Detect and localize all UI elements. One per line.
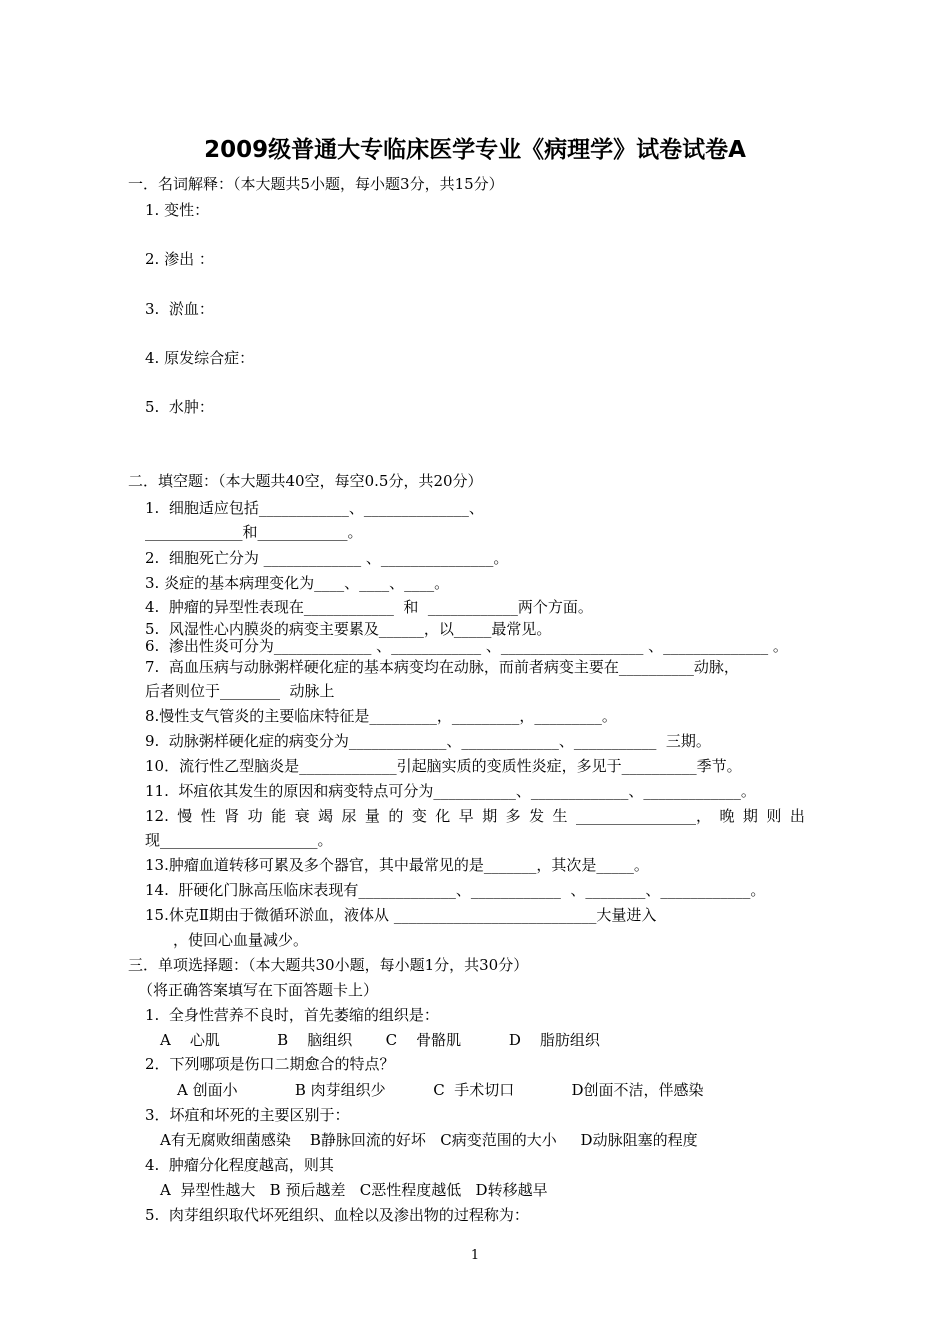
s3-q1: 1. 全身性营养不良时，首先萎缩的组织是：	[145, 1006, 439, 1024]
s2-q12-word: 慢	[177, 807, 193, 825]
page-number: 1	[470, 1248, 480, 1263]
s2-q12-word: 功	[247, 807, 263, 825]
s2-q12-word: 出	[789, 807, 805, 825]
s1-item-3: 3. 淤血：	[145, 300, 214, 318]
s3-q2-options: A 创面小 B 肉芽组织少 C 手术切口 D创面不洁，伴感染	[177, 1081, 704, 1099]
s2-q12-word: 变	[411, 807, 427, 825]
s2-q15-line1: 15.休克Ⅱ期由于微循环淤血，液体从 ___________________________大量进入	[145, 906, 657, 924]
s2-q12-line2: 现_____________________。	[145, 831, 333, 849]
s2-q13: 13.肿瘤血道转移可累及多个器官，其中最常见的是_______，其次是_____。	[145, 856, 649, 874]
s2-q12-word: 衰	[294, 807, 310, 825]
s2-q11: 11. 坏疽依其发生的原因和病变特点可分为___________、_____________、_____________。	[145, 782, 756, 800]
exam-title: 2009级普通大专临床医学专业《病理学》试卷试卷A	[204, 137, 746, 163]
s2-q15-line2: ，使回心血量减少。	[173, 931, 309, 949]
s2-q12-line1	[145, 806, 805, 826]
s2-q12-word: 肾	[224, 807, 240, 825]
s2-q12-word: 12.	[145, 807, 169, 825]
s1-item-1: 1. 变性：	[145, 201, 210, 219]
s2-q3: 3. 炎症的基本病理变化为____、____、____。	[145, 574, 450, 592]
s2-q10: 10．流行性乙型脑炎是_____________引起脑实质的变质性炎症，多见于__________季节。	[145, 757, 742, 775]
s2-q12-word: 化	[435, 807, 451, 825]
s2-q4: 4. 肿瘤的异型性表现在____________ 和 ____________两个方面。	[145, 598, 593, 616]
s2-q12-word: 尿	[341, 807, 357, 825]
s2-q1-line1: 1. 细胞适应包括____________、______________、	[145, 499, 484, 517]
s2-q12-word: 的	[388, 807, 404, 825]
s2-q9: 9. 动脉粥样硬化症的病变分为_____________、_____________、___________ 三期。	[145, 732, 711, 750]
s2-q12-word: 则	[766, 807, 782, 825]
s1-item-2: 2. 渗出 ：	[145, 250, 214, 268]
s2-q1-line2: _____________和____________。	[145, 523, 363, 541]
s3-q3-options: A有无腐败细菌感染 B静脉回流的好坏 C病变范围的大小 D动脉阻塞的程度	[160, 1131, 698, 1149]
section1-header: 一．名词解释：（本大题共5小题，每小题3分，共15分）	[128, 175, 504, 193]
s1-item-4: 4. 原发综合症：	[145, 349, 255, 367]
s2-q12-word: 多	[505, 807, 521, 825]
s2-q6: 6. 渗出性炎可分为_____________ 、____________ 、___________________ 、______________ 。	[145, 637, 788, 655]
s2-q12-word: 竭	[318, 807, 334, 825]
s2-q7-line1: 7. 高血压病与动脉粥样硬化症的基本病变均在动脉，而前者病变主要在__________动脉，	[145, 658, 739, 676]
s3-note: （将正确答案填写在下面答题卡上）	[138, 981, 379, 999]
s2-q2: 2. 细胞死亡分为 _____________ 、_______________。	[145, 549, 509, 567]
s2-q12-word: 性	[200, 807, 216, 825]
s2-q12-word: 量	[364, 807, 380, 825]
s2-q8: 8.慢性支气管炎的主要临床特征是_________，_________，_________。	[145, 707, 617, 725]
s1-item-5: 5. 水肿：	[145, 398, 214, 416]
s2-q12-word: 晚	[719, 807, 735, 825]
s3-q5: 5. 肉芽组织取代坏死组织、血栓以及渗出物的过程称为：	[145, 1206, 529, 1224]
s2-q12-word: 能	[271, 807, 287, 825]
section3-header: 三．单项选择题：（本大题共30小题，每小题1分，共30分）	[128, 956, 529, 974]
s3-q4: 4. 肿瘤分化程度越高，则其	[145, 1156, 334, 1174]
s3-q3: 3．坏疽和坏死的主要区别于：	[145, 1106, 350, 1124]
s2-q14: 14. 肝硬化门脉高压临床表现有_____________、____________ 、________、____________。	[145, 881, 766, 899]
s2-q12-word: 期	[742, 807, 758, 825]
s3-q2: 2．下列哪项是伤口二期愈合的特点？	[145, 1055, 395, 1073]
s2-q12-word: 早	[458, 807, 474, 825]
s2-q12-word: ________________，	[576, 807, 712, 825]
s2-q12-word: 发	[529, 807, 545, 825]
s2-q12-word: 期	[482, 807, 498, 825]
section2-header: 二．填空题：（本大题共40空，每空0.5分，共20分）	[128, 472, 483, 490]
s3-q1-options: A 心肌 B 脑组织 C 骨骼肌 D 脂肪组织	[160, 1031, 600, 1049]
s2-q5: 5. 风湿性心内膜炎的病变主要累及______，以_____最常见。	[145, 620, 552, 638]
s3-q4-options: A 异型性越大 B 预后越差 C恶性程度越低 D转移越早	[160, 1181, 548, 1199]
s2-q7-line2: 后者则位于________ 动脉上	[145, 682, 335, 700]
s2-q12-word: 生	[552, 807, 568, 825]
